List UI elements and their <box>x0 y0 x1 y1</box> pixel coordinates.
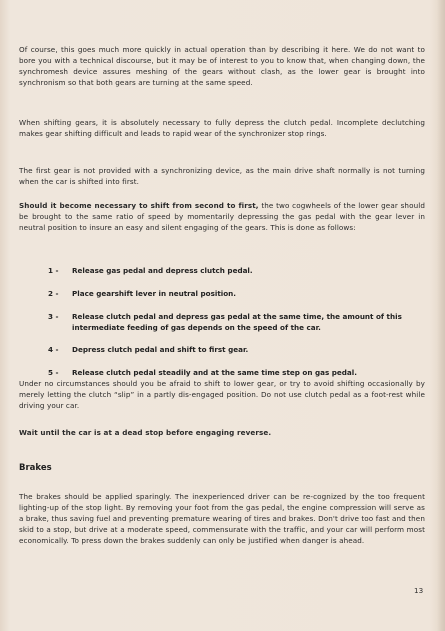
paragraph-shift-second-to-first <box>19 200 425 233</box>
list-item <box>48 265 408 276</box>
list-item <box>48 288 408 299</box>
shift-steps-list <box>48 265 408 390</box>
paragraph-first-gear: The first gear is not provided with a synchronizing device, as the main drive shaft normally is not turning when the car is shifted into first. <box>19 166 425 186</box>
list-item <box>48 311 408 333</box>
step-number: 3 - <box>48 312 59 321</box>
paragraph-synchromesh: Of course, this goes much more quickly in actual operation than by describing it here. We do not want to bore you with a technical discourse, but it may be of interest to you to know that, when changing down, the synchromesh device assures meshing of the gears without clash, as the lower gear is brought into synchronism so that both gears are turning at the same speed. <box>19 45 425 87</box>
list-item <box>48 344 408 355</box>
page-number: 13 <box>414 586 424 595</box>
step-text: Release clutch pedal steadily and at the same time step on gas pedal. <box>72 368 357 377</box>
paragraph-brakes: The brakes should be applied sparingly. The inexperienced driver can be re-cognized by the too frequent lighting-up of the stop light. By removing your foot from the gas pedal, the engine compression will serve as a brake, thus saving fuel and preventing premature wearing of tires and brakes. Don't drive too fast and then skid to a stop, but drive at a moderate speed, commensurate with the traffic, and your car will perform most economically. To press down the brakes suddenly can only be justified when danger is ahead. <box>19 492 425 545</box>
paragraph-shift-bold-lead: Should it become necessary to shift from second to first, <box>19 201 259 210</box>
step-number: 4 - <box>48 345 59 354</box>
step-number: 2 - <box>48 289 59 298</box>
paragraph-shift-rest: the two cogwheels of the lower gear should be brought to the same ratio of speed by momentarily depressing the gas pedal with the gear lever in neutral position to insure an easy and silent engaging of the gears. This is done as follows: <box>19 201 425 232</box>
paragraph-reverse-warning: Wait until the car is at a dead stop before engaging reverse. <box>19 428 272 437</box>
paragraph-lower-gear: Under no circumstances should you be afraid to shift to lower gear, or try to avoid shifting occasionally by merely letting the clutch “slip” in a partly dis-engaged position. Do not use clutch pedal as a foot-rest while driving your car. <box>19 379 425 410</box>
list-item <box>48 367 408 378</box>
paragraph-clutch-depress: When shifting gears, it is absolutely necessary to fully depress the clutch pedal. Incomplete declutching makes gear shifting difficult and leads to rapid wear of the synchronizer stop rings. <box>19 118 425 138</box>
page-edge-shadow <box>437 0 445 631</box>
step-text: Release clutch pedal and depress gas pedal at the same time, the amount of this intermediate feeding of gas depends on the speed of the car. <box>72 312 402 332</box>
step-text: Place gearshift lever in neutral position. <box>72 289 236 298</box>
section-heading-brakes: Brakes <box>19 463 52 473</box>
step-text: Release gas pedal and depress clutch pedal. <box>72 266 253 275</box>
step-number: 5 - <box>48 368 59 377</box>
step-text: Depress clutch pedal and shift to first gear. <box>72 345 249 354</box>
step-number: 1 - <box>48 266 59 275</box>
